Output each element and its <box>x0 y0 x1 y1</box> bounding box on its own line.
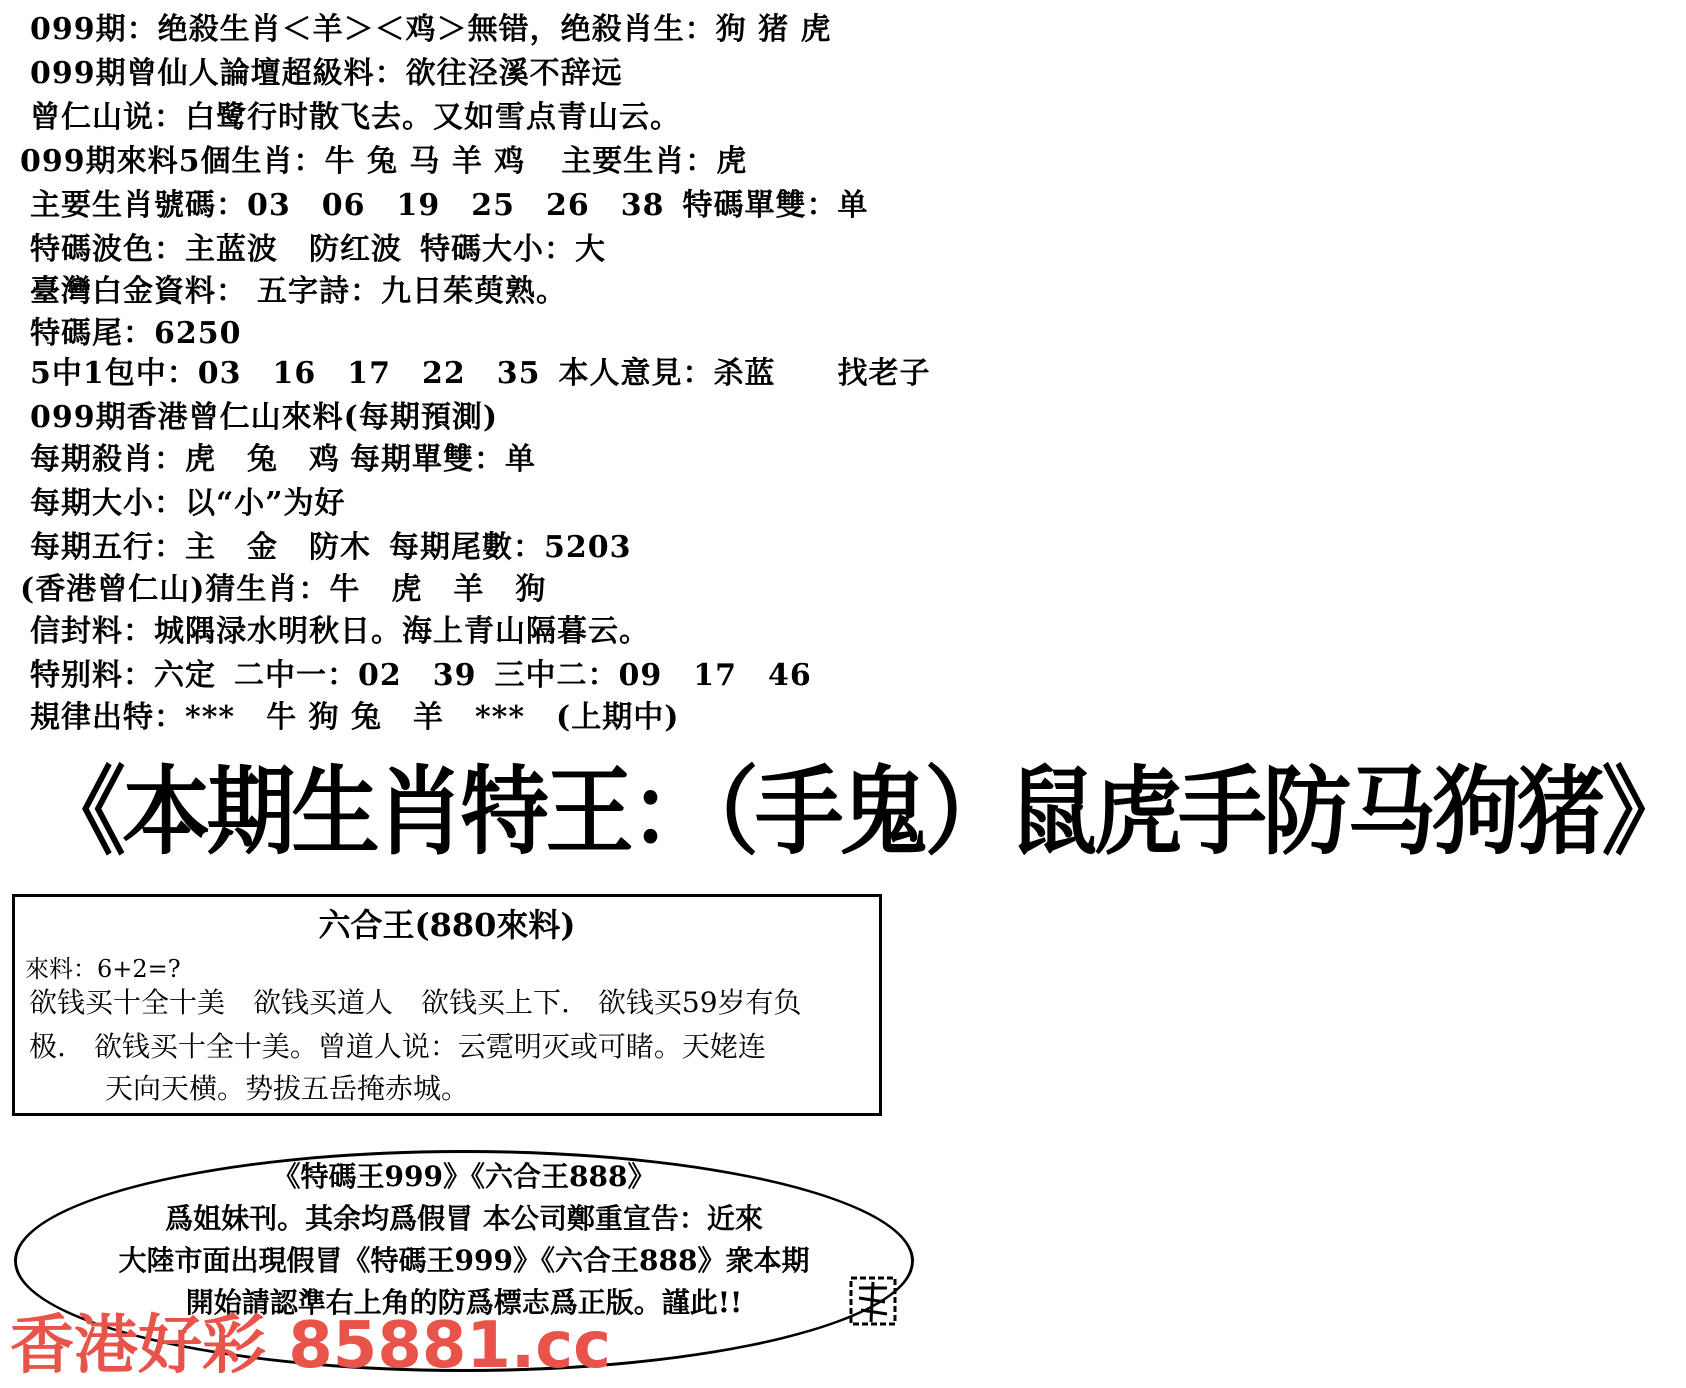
line-13-label-2: 每期尾數： <box>389 530 544 565</box>
line-10-value: (每期預測) <box>343 400 499 435</box>
line-15-value: 城隅渌水明秋日。海上青山隔暮云。 <box>154 614 650 649</box>
site-watermark: 香港好彩 85881.cc <box>10 1309 612 1383</box>
line-16-label-3: 三中二： <box>494 658 619 693</box>
line-16 <box>30 656 812 696</box>
line-14 <box>20 570 546 610</box>
line-7-label-2: 五字詩： <box>257 274 381 309</box>
line-7-value: 九日茱萸熟。 <box>381 274 567 309</box>
line-4-value-2: 虎 <box>716 144 748 179</box>
liuhewang-box <box>12 894 882 1116</box>
line-10 <box>30 398 498 438</box>
line-2 <box>30 54 623 94</box>
line-8 <box>30 314 242 354</box>
line-13-label: 每期五行： <box>30 530 185 565</box>
line-6 <box>30 230 606 270</box>
line-14-value: 牛 虎 羊 狗 <box>329 572 547 607</box>
line-16-value: 六定 <box>154 658 216 693</box>
line-15-label: 信封料： <box>30 614 154 649</box>
line-17 <box>30 698 679 738</box>
line-5-value: 03 06 19 25 26 38 <box>247 188 665 223</box>
line-3 <box>30 98 681 138</box>
line-6-label-2: 特碼大小： <box>420 232 575 267</box>
line-9-value-2: 杀蓝 找老子 <box>713 356 931 391</box>
line-8-label: 特碼尾： <box>30 316 154 351</box>
box-line-3: 极. 欲钱买十全十美。曾道人说：云霓明灭或可睹。天姥连 <box>29 1030 766 1063</box>
line-4-value: 牛 兔 马 羊 鸡 <box>324 144 526 179</box>
line-13 <box>30 528 632 568</box>
line-5-value-2: 单 <box>837 188 869 223</box>
line-16-label: 特别料： <box>30 658 154 693</box>
line-11-value-2: 单 <box>505 442 536 477</box>
notice-line-2: 爲姐妹刊。其余均爲假冒 本公司鄭重宣告：近來 <box>165 1202 763 1235</box>
headline-banner: 《本期生肖特王：（手鬼）鼠虎手防马狗猪》 <box>37 756 1686 868</box>
line-2-label: 099期曾仙人論壇超級料： <box>30 56 406 91</box>
notice-line-3: 大陸市面出現假冒《特碼王999》《六合王888》衆本期 <box>118 1244 810 1277</box>
stamp-icon <box>845 1272 903 1332</box>
line-16-value-2: 02 39 <box>358 658 477 693</box>
line-11-label: 每期殺肖： <box>30 442 185 477</box>
line-5-label: 主要生肖號碼： <box>30 188 247 223</box>
line-15 <box>30 612 650 652</box>
line-9-value: 03 16 17 22 35 <box>197 356 541 391</box>
line-4-label: 099期來料5個生肖： <box>20 144 325 179</box>
line-4-label-2: 主要生肖： <box>561 144 717 179</box>
line-11-label-2: 每期單雙： <box>350 442 505 477</box>
line-14-label: (香港曾仁山)猜生肖： <box>20 572 330 607</box>
line-9-label: 5中1包中： <box>30 356 198 391</box>
box-line-4: 天向天横。势拔五岳掩赤城。 <box>105 1072 470 1105</box>
line-9-label-2: 本人意見： <box>558 356 714 391</box>
line-6-label: 特碼波色： <box>30 232 185 267</box>
line-12-value: 以“小”为好 <box>185 486 346 521</box>
line-3-label: 曾仁山说： <box>30 100 185 135</box>
line-7-label: 臺灣白金資料： <box>30 274 247 309</box>
line-16-label-2: 二中一： <box>234 658 358 693</box>
line-10-label: 099期香港曾仁山來料 <box>30 400 344 435</box>
line-12 <box>30 484 346 524</box>
box-line-1: 來料：6+2=? <box>25 955 181 983</box>
line-1 <box>30 10 832 50</box>
line-3-value: 白鹭行时散飞去。又如雪点青山云。 <box>185 100 681 135</box>
line-13-value: 主 金 防木 <box>185 530 371 565</box>
line-2-value: 欲往泾溪不辞远 <box>405 56 623 91</box>
line-8-value: 6250 <box>154 316 242 351</box>
line-11-value: 虎 兔 鸡 <box>185 442 340 477</box>
box-line-2: 欲钱买十全十美 欲钱买道人 欲钱买上下. 欲钱买59岁有负 <box>29 986 802 1019</box>
line-1-value: 绝殺生肖＜羊＞＜鸡＞無错，绝殺肖生：狗 猪 虎 <box>157 12 832 47</box>
line-6-value-2: 大 <box>575 232 606 267</box>
line-17-value: *** 牛 狗 兔 羊 *** (上期中) <box>185 700 680 735</box>
box-title: 六合王(880來料) <box>318 906 576 944</box>
line-5 <box>30 186 869 226</box>
line-1-label: 099期： <box>30 12 158 47</box>
line-6-value: 主蓝波 防红波 <box>185 232 402 267</box>
notice-line-4: 開始請認準右上角的防爲標志爲正版。謹此!! <box>185 1286 743 1319</box>
line-7 <box>30 272 567 312</box>
line-4 <box>20 142 747 182</box>
line-13-value-2: 5203 <box>544 530 632 565</box>
line-17-label: 規律出特： <box>30 700 185 735</box>
line-12-label: 每期大小： <box>30 486 185 521</box>
line-9 <box>30 354 931 394</box>
line-5-label-2: 特碼單雙： <box>682 188 838 223</box>
line-16-value-3: 09 17 46 <box>618 658 812 693</box>
notice-line-1: 《特碼王999》《六合王888》 <box>272 1160 656 1193</box>
line-11 <box>30 440 536 480</box>
